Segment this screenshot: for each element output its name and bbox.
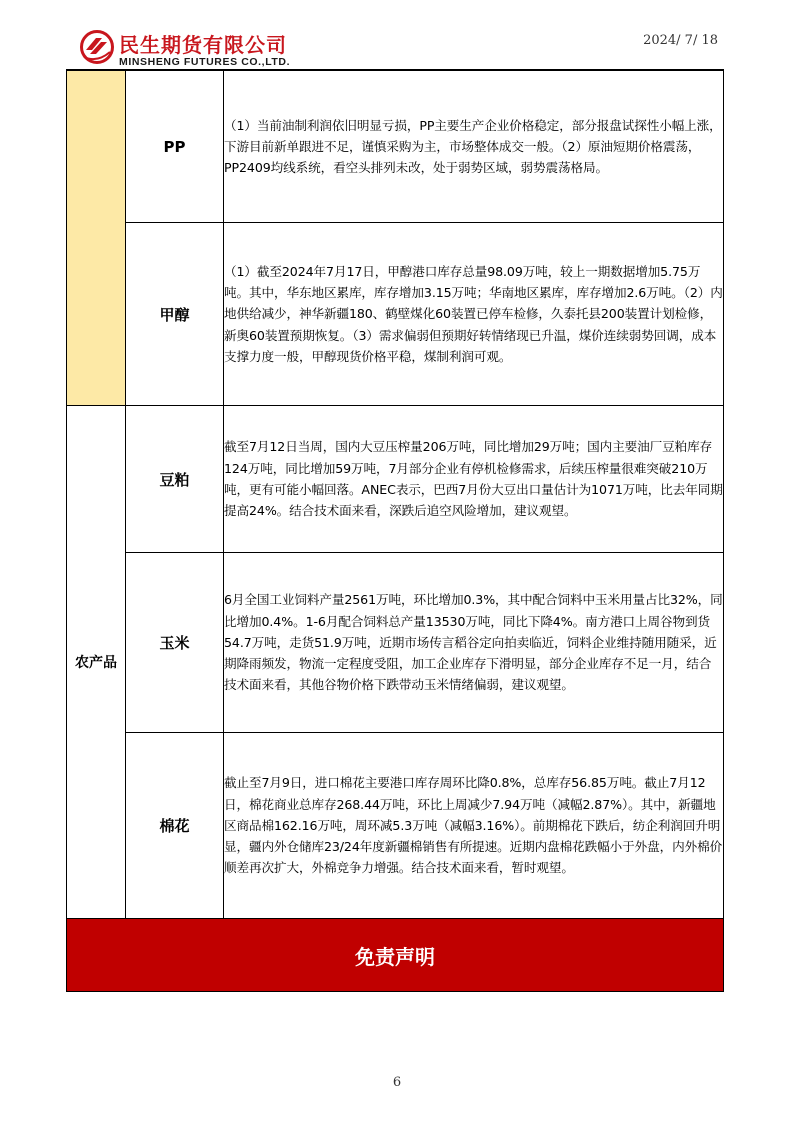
- commodity-analysis: 截止至7月9日，进口棉花主要港口库存周环比降0.8%，总库存56.85万吨。截止7月12日，棉花商业总库存268.44万吨，环比上周减少7.94万吨（减幅2.87%）。其中，新疆地区商品棉162.16万吨，周环减5.3万吨（减幅3.16%）。前期棉花下跌后，纺企利润回升明显，疆内外仓储库23/24年度新疆棉销售有所提速。近期内盘棉花跌幅小于外盘，内外棉价顺差再次扩大，外棉竞争力增强。结合技术面来看，暂时观望。: [224, 733, 724, 919]
- commodity-name: 玉米: [126, 553, 224, 733]
- commodity-analysis: 6月全国工业饲料产量2561万吨，环比增加0.3%，其中配合饲料中玉米用量占比32%，同比增加0.4%。1-6月配合饲料总产量13530万吨，同比下降4%。南方港口上周谷物到货54.7万吨，走货51.9万吨，近期市场传言稻谷定向拍卖临近，饲料企业维持随用随采，近期降雨频发，物流一定程度受阻，加工企业库存下滑明显，部分企业库存不足一月，结合技术面来看，其他谷物价格下跌带动玉米情绪偏弱，建议观望。: [224, 553, 724, 733]
- commodity-analysis: （1）截至2024年7月17日，甲醇港口库存总量98.09万吨，较上一期数据增加5.75万吨。其中，华东地区累库，库存增加3.15万吨；华南地区累库，库存增加2.6万吨。（2）内地供给减少，神华新疆180、鹤壁煤化60装置已停车检修，久泰托县200装置计划检修，新奥60装置预期恢复。（3）需求偏弱但预期好转情绪现已升温，煤价连续弱势回调，成本支撑力度一般，甲醇现货价格平稳，煤制利润可观。: [224, 223, 724, 406]
- commodity-name: PP: [126, 71, 224, 223]
- company-name-en: MINSHENG FUTURES CO.,LTD.: [119, 56, 291, 68]
- table-row: [67, 553, 724, 733]
- commodity-name: 甲醇: [126, 223, 224, 406]
- page-number: 6: [392, 1075, 402, 1090]
- company-name-cn: 民生期货有限公司: [119, 33, 287, 57]
- commodity-name: 棉花: [126, 733, 224, 919]
- disclaimer-heading: 免责声明: [67, 919, 724, 992]
- table-row: [67, 733, 724, 919]
- sector-cell-energy: [67, 71, 126, 406]
- sector-cell-agriculture: 农产品: [67, 406, 126, 919]
- table-row: [67, 223, 724, 406]
- table-row: [67, 406, 724, 553]
- commodity-name: 豆粕: [126, 406, 224, 553]
- commodity-table: [66, 70, 724, 992]
- minsheng-logo-icon: [80, 30, 114, 64]
- table-row: [67, 71, 724, 223]
- commodity-analysis: 截至7月12日当周，国内大豆压榨量206万吨，同比增加29万吨；国内主要油厂豆粕库存124万吨，同比增加59万吨，7月部分企业有停机检修需求，后续压榨量很难突破210万吨，更有可能小幅回落。ANEC表示，巴西7月份大豆出口量估计为1071万吨，比去年同期提高24%。结合技术面来看，深跌后追空风险增加，建议观望。: [224, 406, 724, 553]
- page-header: [0, 0, 794, 70]
- report-date: 2024/ 7/ 18: [643, 33, 718, 48]
- table-row: [67, 919, 724, 992]
- commodity-analysis: （1）当前油制利润依旧明显亏损，PP主要生产企业价格稳定，部分报盘试探性小幅上涨，下游目前新单跟进不足，谨慎采购为主，市场整体成交一般。（2）原油短期价格震荡，PP2409均线系统，看空头排列未改，处于弱势区域，弱势震荡格局。: [224, 71, 724, 223]
